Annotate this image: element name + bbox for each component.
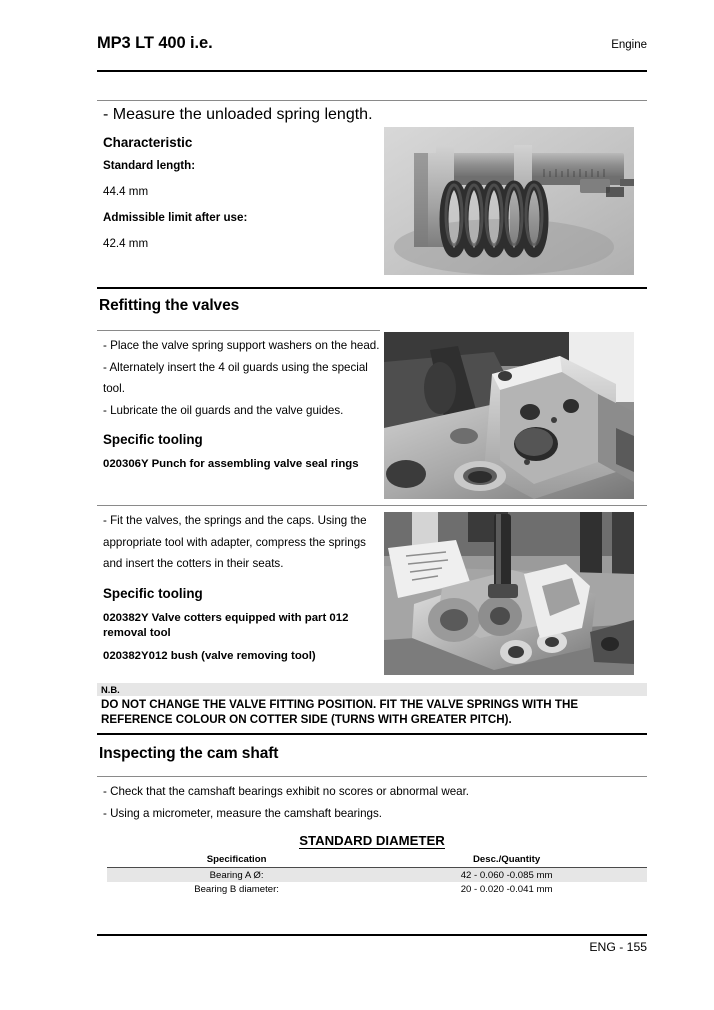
camshaft-heading: Inspecting the cam shaft bbox=[99, 745, 279, 762]
caliper-measuring-spring-photo bbox=[384, 127, 634, 275]
table-row bbox=[107, 882, 647, 896]
header-divider bbox=[97, 70, 647, 72]
refitting-step-2: - Alternately insert the 4 oil guards using the special tool. bbox=[103, 360, 368, 395]
spring-section-top-divider bbox=[97, 100, 647, 101]
specific-tooling-heading-2: Specific tooling bbox=[103, 585, 203, 601]
table-column-header-quantity: Desc./Quantity bbox=[366, 853, 647, 868]
page-title: MP3 LT 400 i.e. bbox=[97, 34, 213, 52]
table-cell-value: 42 - 0.060 -0.085 mm bbox=[366, 868, 647, 883]
table-column-header-specification: Specification bbox=[107, 853, 366, 868]
table-row bbox=[107, 868, 647, 883]
camshaft-step-2: - Using a micrometer, measure the camshaft bearings. bbox=[103, 806, 383, 820]
footer-divider bbox=[97, 934, 647, 936]
camshaft-text-divider bbox=[97, 776, 647, 777]
characteristic-heading: Characteristic bbox=[103, 135, 193, 150]
specific-tooling-heading-1: Specific tooling bbox=[103, 432, 203, 447]
table-cell-specification: Bearing A Ø: bbox=[107, 868, 366, 883]
camshaft-section-top-rule bbox=[97, 733, 647, 735]
refitting-mid-divider bbox=[97, 505, 647, 506]
refitting-step-1: - Place the valve spring support washers on the head. bbox=[103, 339, 380, 352]
note-band-background bbox=[97, 683, 647, 696]
tool-item-020382Y012: 020382Y012 bush (valve removing tool) bbox=[103, 649, 316, 662]
admissible-limit-label: Admissible limit after use: bbox=[103, 211, 248, 224]
refitting-section-top-rule bbox=[97, 287, 647, 289]
note-text: DO NOT CHANGE THE VALVE FITTING POSITION. FIT THE VALVE SPRINGS WITH THE REFERENCE COLOUR ON COTTER SIDE (TURNS WITH GREATER PITCH). bbox=[101, 698, 579, 726]
note-label: N.B. bbox=[101, 684, 120, 695]
table-title: STANDARD DIAMETER bbox=[299, 833, 445, 848]
camshaft-step-1: - Check that the camshaft bearings exhibit no scores or abnormal wear. bbox=[103, 785, 470, 798]
valve-spring-compressor-photo bbox=[384, 512, 634, 675]
page-header bbox=[97, 34, 647, 53]
refitting-text-divider bbox=[97, 330, 380, 331]
standard-length-label: Standard length: bbox=[103, 159, 196, 172]
refitting-step-4: - Fit the valves, the springs and the caps. Using the appropriate tool with adapter, compress the springs and insert the cotters in their seats. bbox=[103, 514, 367, 570]
cylinder-head-casting-photo bbox=[384, 332, 634, 499]
table-cell-specification: Bearing B diameter: bbox=[194, 883, 279, 895]
header-section-label: Engine bbox=[611, 39, 647, 51]
table-cell-value: 20 - 0.020 -0.041 mm bbox=[460, 883, 553, 895]
standard-diameter-table bbox=[107, 853, 647, 896]
tool-item-020306Y: 020306Y Punch for assembling valve seal rings bbox=[103, 458, 359, 470]
refitting-heading: Refitting the valves bbox=[99, 297, 240, 314]
table-header-row bbox=[107, 853, 647, 868]
admissible-limit-value: 42.4 mm bbox=[103, 237, 149, 250]
refitting-step-3: - Lubricate the oil guards and the valve guides. bbox=[103, 403, 344, 417]
tool-item-020382Y: 020382Y Valve cotters equipped with part 012 removal tool bbox=[103, 611, 349, 639]
standard-length-value: 44.4 mm bbox=[103, 185, 149, 198]
spring-instruction: - Measure the unloaded spring length. bbox=[103, 106, 373, 123]
footer-page-label: ENG - 155 bbox=[589, 940, 647, 954]
